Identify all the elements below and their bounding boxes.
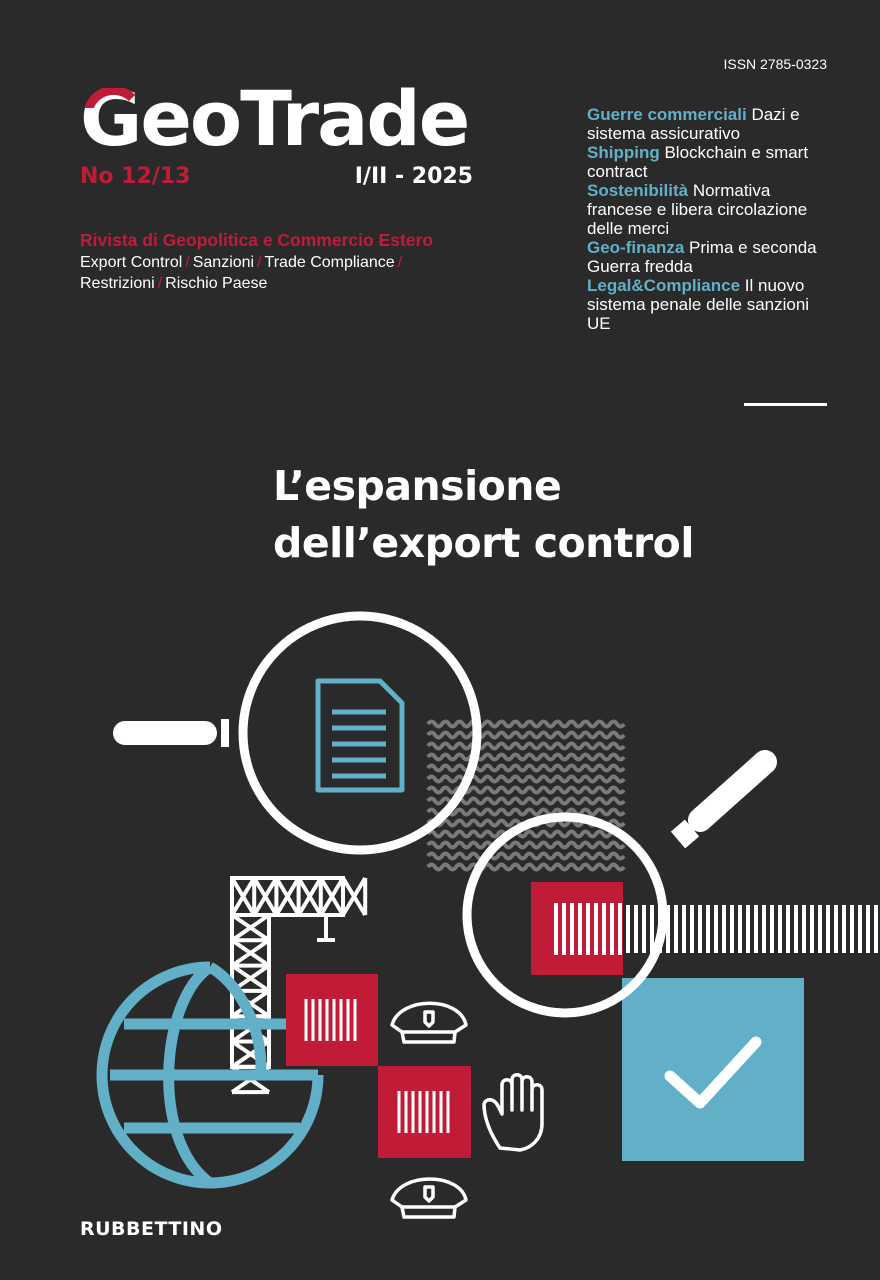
magazine-logo: GeoTrade [80,74,469,163]
wave-line [428,865,624,870]
wave-line [428,733,624,738]
barcode-bar [754,905,758,953]
barcode-bar [858,905,862,953]
barcode-bar [626,905,630,953]
topic-item: Export Control [80,254,183,271]
barcode-bar [618,903,622,955]
crane-truss [276,878,298,915]
crane-truss [232,940,269,965]
barcode-bar [602,903,606,955]
crane-truss [343,878,365,915]
barcode-bar [850,905,854,953]
barcode-bar [682,905,686,953]
wave-line [428,810,624,815]
barcode-bar [562,903,566,955]
wave-line [428,744,624,749]
topic-separator: / [397,254,403,271]
issn-number: ISSN 2785-0323 [723,56,827,72]
magnifier-document-icon [113,616,477,850]
toc-section: Guerre commerciali [587,105,747,124]
stop-hand-icon [484,1075,542,1150]
barcode-bar [818,905,822,953]
barcode-bar [770,905,774,953]
barcode-bar [554,903,558,955]
barcode-bar [874,905,878,953]
barcode-bar [746,905,750,953]
barcode-bar [834,905,838,953]
barcode-bar [786,905,790,953]
barcode-bar [570,903,574,955]
toc-section: Shipping [587,143,660,162]
barcode-bar [714,905,718,953]
crane-truss [232,915,269,940]
container-icon [286,974,471,1158]
topic-separator: / [185,254,190,271]
wave-line [428,832,624,837]
toc-section: Legal&Compliance [587,276,741,295]
barcode-bar [674,905,678,953]
barcode-bar [810,905,814,953]
barcode-bar [794,905,798,953]
wave-line [428,843,624,848]
topic-separator: / [257,254,262,271]
topic-separator: / [157,275,163,292]
toc-text: Blockchain e smart contract [587,143,809,181]
barcode-bar [730,905,734,953]
topic-item: Restrizioni [80,275,155,292]
toc-text: Il nuovo sistema penale delle sanzioni UE [587,276,810,333]
barcode-bar [842,905,846,953]
headline-line: L’espansione [273,462,562,510]
toc-text: Normativa francese e libera circolazione delle merci [587,181,808,238]
checkmark-box-icon [622,978,804,1161]
barcode-bar [594,903,598,955]
wave-line [428,766,624,771]
topic-item: Trade Compliance [264,254,395,271]
wave-line [428,755,624,760]
barcode-bar [802,905,806,953]
crane-truss [321,878,343,915]
headline-line: dell’export control [273,519,694,567]
issue-number: No 12/13 [80,164,191,189]
publisher-logo: RUBBETTINO [80,1218,223,1240]
barcode-bar [722,905,726,953]
topic-item: Rischio Paese [165,275,268,292]
crane-truss [232,878,254,915]
barcode-bar [778,905,782,953]
wave-line [428,777,624,782]
issue-date: I/II - 2025 [354,164,473,189]
barcode-bar [578,903,582,955]
barcode-bar [762,905,766,953]
wave-line [428,854,624,859]
toc-section: Geo-finanza [587,238,685,257]
barcode-bar [698,905,702,953]
barcode-bar [586,903,590,955]
barcode-strip [531,882,878,975]
barcode-container [531,882,623,975]
barcode-bar [738,905,742,953]
barcode-bar [610,903,614,955]
globe-icon [102,967,318,1183]
toc-text: Dazi e sistema assicurativo [587,105,800,143]
barcode-bar [690,905,694,953]
barcode-bar [866,905,870,953]
topic-item: Sanzioni [192,254,255,271]
toc-text: Prima e seconda Guerra fredda [587,238,817,276]
barcode-bar [706,905,710,953]
wave-line [428,722,624,727]
barcode-bar [826,905,830,953]
crane-truss [254,878,276,915]
barcode-bar [634,905,638,953]
magazine-subtitle: Rivista di Geopolitica e Commercio Estero [80,230,434,250]
crane-truss [299,878,321,915]
barcode-bar [642,905,646,953]
toc-section: Sostenibilità [587,181,689,200]
